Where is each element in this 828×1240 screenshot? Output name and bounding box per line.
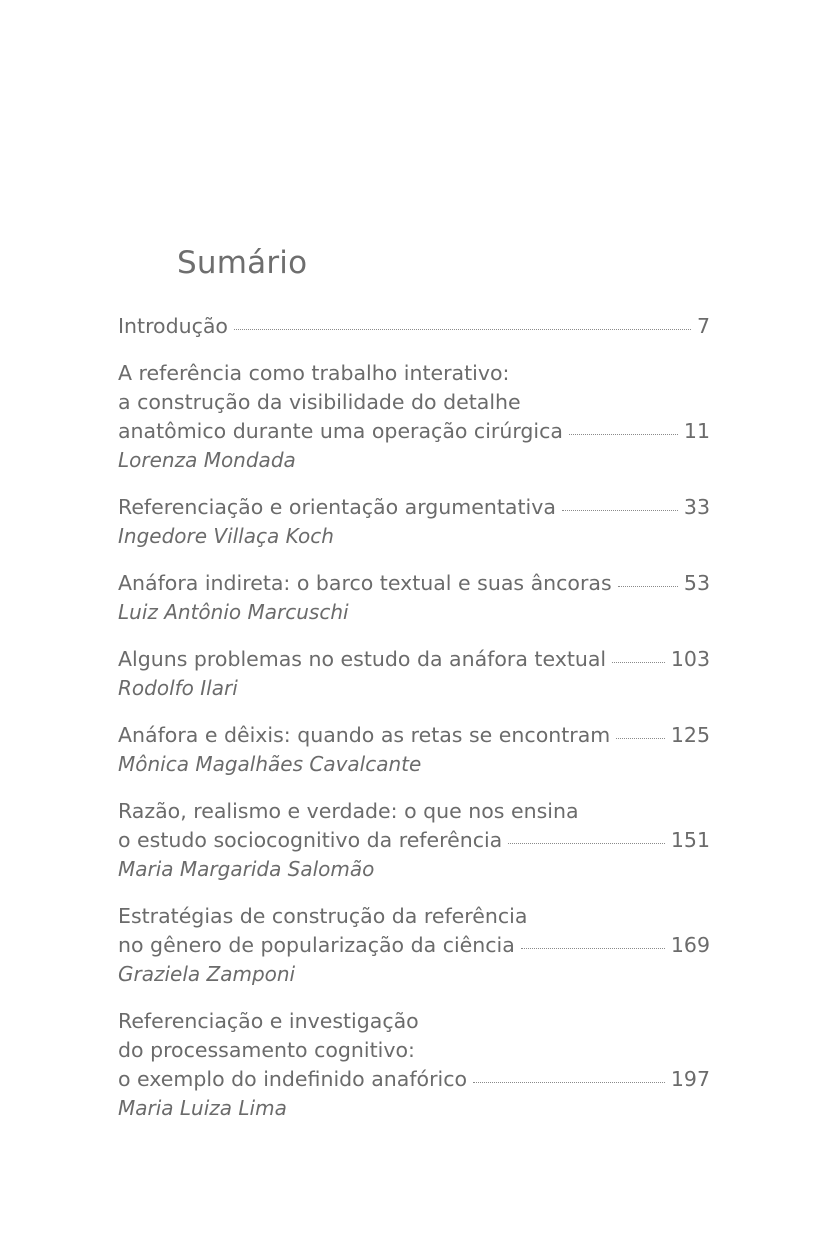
table-of-contents bbox=[118, 312, 710, 1141]
entry-title-line: Referenciação e orientação argumentativa bbox=[118, 495, 556, 519]
entry-title-row bbox=[118, 721, 710, 750]
entry-title-row bbox=[118, 931, 710, 960]
entry-author: Maria Luiza Lima bbox=[118, 1096, 287, 1120]
entry-title-line: Introdução bbox=[118, 314, 228, 338]
page-number: 125 bbox=[670, 723, 710, 747]
page-number: 103 bbox=[670, 647, 710, 671]
entry-title-row bbox=[118, 1065, 710, 1094]
entry-title-line: Referenciação e investigação bbox=[118, 1009, 419, 1033]
entry-title-row bbox=[118, 312, 710, 341]
entry-author: Graziela Zamponi bbox=[118, 962, 296, 986]
page-title: Sumário bbox=[177, 245, 308, 281]
entry-title-line: Alguns problemas no estudo da anáfora textual bbox=[118, 647, 607, 671]
entry-author: Ingedore Villaça Koch bbox=[118, 524, 334, 548]
toc-entry[interactable] bbox=[118, 797, 710, 884]
toc-entry[interactable] bbox=[118, 569, 710, 627]
entry-author: Luiz Antônio Marcuschi bbox=[118, 600, 349, 624]
page-number: 53 bbox=[683, 571, 710, 595]
entry-title-row bbox=[118, 645, 710, 674]
page-number: 7 bbox=[696, 314, 710, 338]
dot-leader bbox=[616, 738, 665, 739]
page-number: 197 bbox=[670, 1067, 710, 1091]
page-number: 11 bbox=[683, 419, 710, 443]
entry-author: Maria Margarida Salomão bbox=[118, 857, 375, 881]
entry-title-row bbox=[118, 826, 710, 855]
entry-title-line: o estudo sociocognitivo da referência bbox=[118, 828, 503, 852]
entry-author: Mônica Magalhães Cavalcante bbox=[118, 752, 422, 776]
dot-leader bbox=[521, 948, 665, 949]
page-number: 169 bbox=[670, 933, 710, 957]
entry-title-line: anatômico durante uma operação cirúrgica bbox=[118, 419, 563, 443]
entry-title-line: Razão, realismo e verdade: o que nos ensina bbox=[118, 799, 579, 823]
entry-author: Rodolfo Ilari bbox=[118, 676, 238, 700]
dot-leader bbox=[618, 586, 678, 587]
toc-entry[interactable] bbox=[118, 493, 710, 551]
entry-title-line: Anáfora indireta: o barco textual e suas âncoras bbox=[118, 571, 612, 595]
dot-leader bbox=[569, 434, 678, 435]
page-number: 151 bbox=[670, 828, 710, 852]
entry-title-line: no gênero de popularização da ciência bbox=[118, 933, 515, 957]
entry-title-line: do processamento cognitivo: bbox=[118, 1038, 415, 1062]
toc-entry[interactable] bbox=[118, 902, 710, 989]
entry-title-line: Estratégias de construção da referência bbox=[118, 904, 528, 928]
entry-title-line: o exemplo do indefinido anafórico bbox=[118, 1067, 468, 1091]
page-number: 33 bbox=[683, 495, 710, 519]
dot-leader bbox=[234, 329, 691, 330]
toc-entry[interactable] bbox=[118, 312, 710, 341]
entry-author: Lorenza Mondada bbox=[118, 448, 296, 472]
entry-title-row bbox=[118, 493, 710, 522]
dot-leader bbox=[473, 1082, 665, 1083]
entry-title-row bbox=[118, 569, 710, 598]
entry-title-line: a construção da visibilidade do detalhe bbox=[118, 390, 521, 414]
toc-entry[interactable] bbox=[118, 645, 710, 703]
dot-leader bbox=[612, 662, 665, 663]
entry-title-line: Anáfora e dêixis: quando as retas se encontram bbox=[118, 723, 611, 747]
dot-leader bbox=[508, 843, 665, 844]
dot-leader bbox=[562, 510, 678, 511]
toc-entry[interactable] bbox=[118, 1007, 710, 1123]
toc-entry[interactable] bbox=[118, 721, 710, 779]
toc-entry[interactable] bbox=[118, 359, 710, 475]
entry-title-row bbox=[118, 417, 710, 446]
entry-title-line: A referência como trabalho interativo: bbox=[118, 361, 510, 385]
